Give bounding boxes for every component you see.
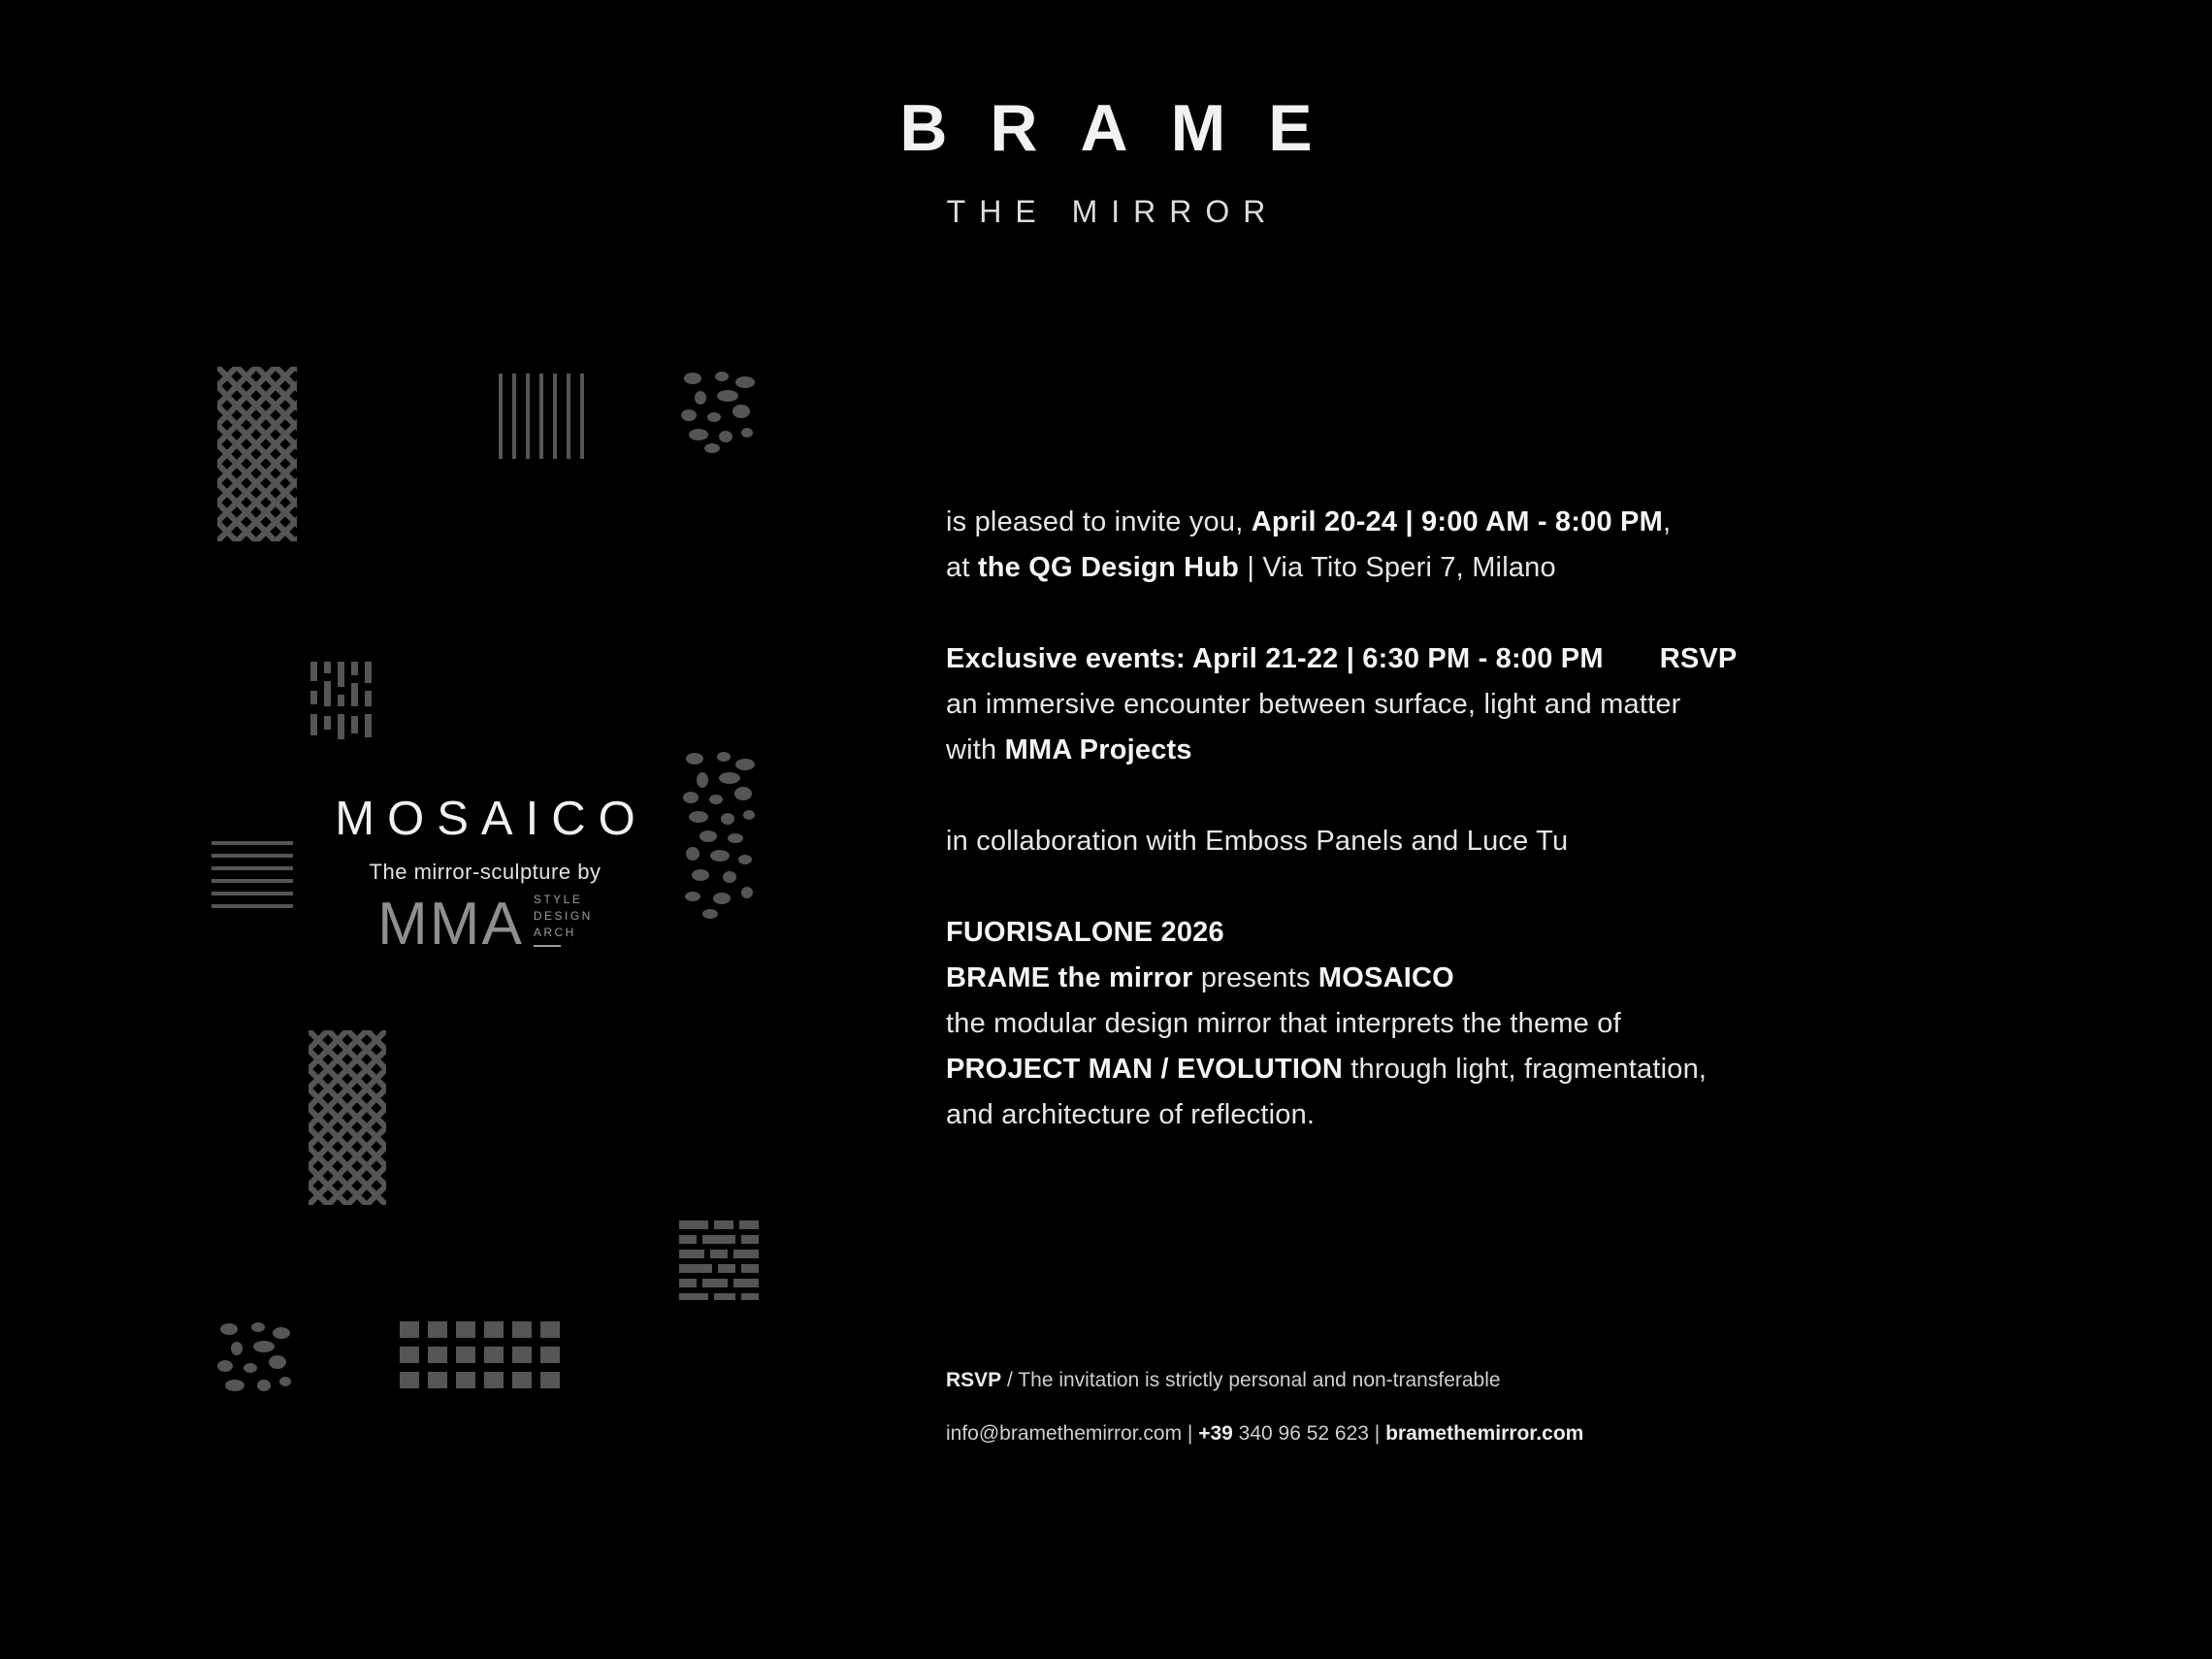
mma-logo-lines [534,893,593,955]
pattern-tile-bricks-1 [679,1219,761,1302]
footer-phone-number: 340 96 52 623 [1232,1422,1369,1445]
mma-logo-underline [534,945,561,947]
description-line-1: the modular design mirror that interprets the theme of [946,1008,1621,1039]
pattern-tile-grid-squares-1 [400,1321,567,1397]
partner-prefix: with [946,734,1005,765]
footer-website-link[interactable] [1385,1422,1583,1445]
presents-brand: BRAME the mirror [946,962,1193,993]
invite-dates: April 20-24 | 9:00 AM - 8:00 PM [1251,506,1663,537]
mma-logo-mark: MMA [377,891,524,958]
pattern-tile-lattice-1 [217,367,297,541]
venue-address: | Via Tito Speri 7, Milano [1239,552,1556,583]
exclusive-events-partner-row [946,728,1936,773]
presents-line [946,956,1936,1001]
invitation-copy [946,500,1936,1138]
presents-product: MOSAICO [1317,962,1454,993]
mma-logo [291,891,679,958]
exclusive-events-heading: Exclusive events: April 21-22 | 6:30 PM - 8:00 PM [946,643,1604,674]
mosaico-title: MOSAICO [335,793,648,845]
collaboration-line: in collaboration with Emboss Panels and Luce Tu [946,826,1569,857]
pattern-tile-dashes-1 [309,660,382,747]
invitation-line-dates [946,500,1936,545]
footer-separator-2: | [1368,1422,1386,1445]
partner-name: MMA Projects [1004,734,1192,765]
project-theme-tail: through light, fragmentation, [1343,1054,1708,1085]
exclusive-events-block [946,636,1936,773]
fuorisalone-heading [946,910,1936,956]
rsvp-button[interactable]: RSVP [1659,643,1738,674]
venue-prefix: at [946,552,978,583]
pattern-tile-pebbles-3 [215,1317,295,1397]
description-line-2 [946,1047,1936,1092]
exclusive-events-description: an immersive encounter between surface, light and matter [946,689,1681,720]
collaboration-block [946,819,1936,864]
pattern-tile-horizontal-lines-1 [211,839,293,915]
footer-email-link[interactable]: info@bramethemirror.com [946,1422,1183,1445]
fuorisalone-title: FUORISALONE 2026 [946,917,1224,948]
mma-logo-line-style: STYLE [533,893,583,906]
footer-separator-1: | [1182,1422,1199,1445]
footer-rsvp-note-row [946,1364,1936,1397]
pattern-tile-lattice-2 [309,1030,386,1205]
invitation-line-venue [946,545,1936,591]
pattern-tile-pebbles-2 [679,747,761,922]
footer-contacts-row [946,1417,1936,1450]
footer-phone-prefix: +39 [1198,1422,1233,1445]
footer-website-text: bramethemirror.com [1385,1422,1584,1445]
brand-title: BRAME [899,91,1355,165]
brand-tagline: THE MIRROR [946,193,1280,229]
mma-logo-line-arch: ARCH [533,926,576,939]
pattern-tile-pebbles-1 [679,367,759,454]
footer [946,1344,1936,1471]
fuorisalone-block [946,910,1936,1138]
invite-comma: , [1662,506,1672,537]
invite-prefix: is pleased to invite you, [946,506,1252,537]
presents-verb: presents [1192,962,1318,993]
venue-name: the QG Design Hub [977,552,1240,583]
mosaico-subtitle: The mirror-sculpture by [369,860,602,884]
mosaico-block [291,793,679,958]
project-theme: PROJECT MAN / EVOLUTION [946,1054,1344,1085]
page-header [0,92,2212,230]
pattern-tile-vertical-lines-1 [497,374,586,459]
mma-logo-line-design: DESIGN [533,909,593,923]
exclusive-events-heading-row [946,636,1936,682]
footer-rsvp-label: RSVP [946,1369,1002,1391]
description-line-3: and architecture of reflection. [946,1099,1316,1130]
invitation-when-where [946,500,1936,591]
footer-rsvp-note: / The invitation is strictly personal and non-transferable [1001,1369,1501,1391]
